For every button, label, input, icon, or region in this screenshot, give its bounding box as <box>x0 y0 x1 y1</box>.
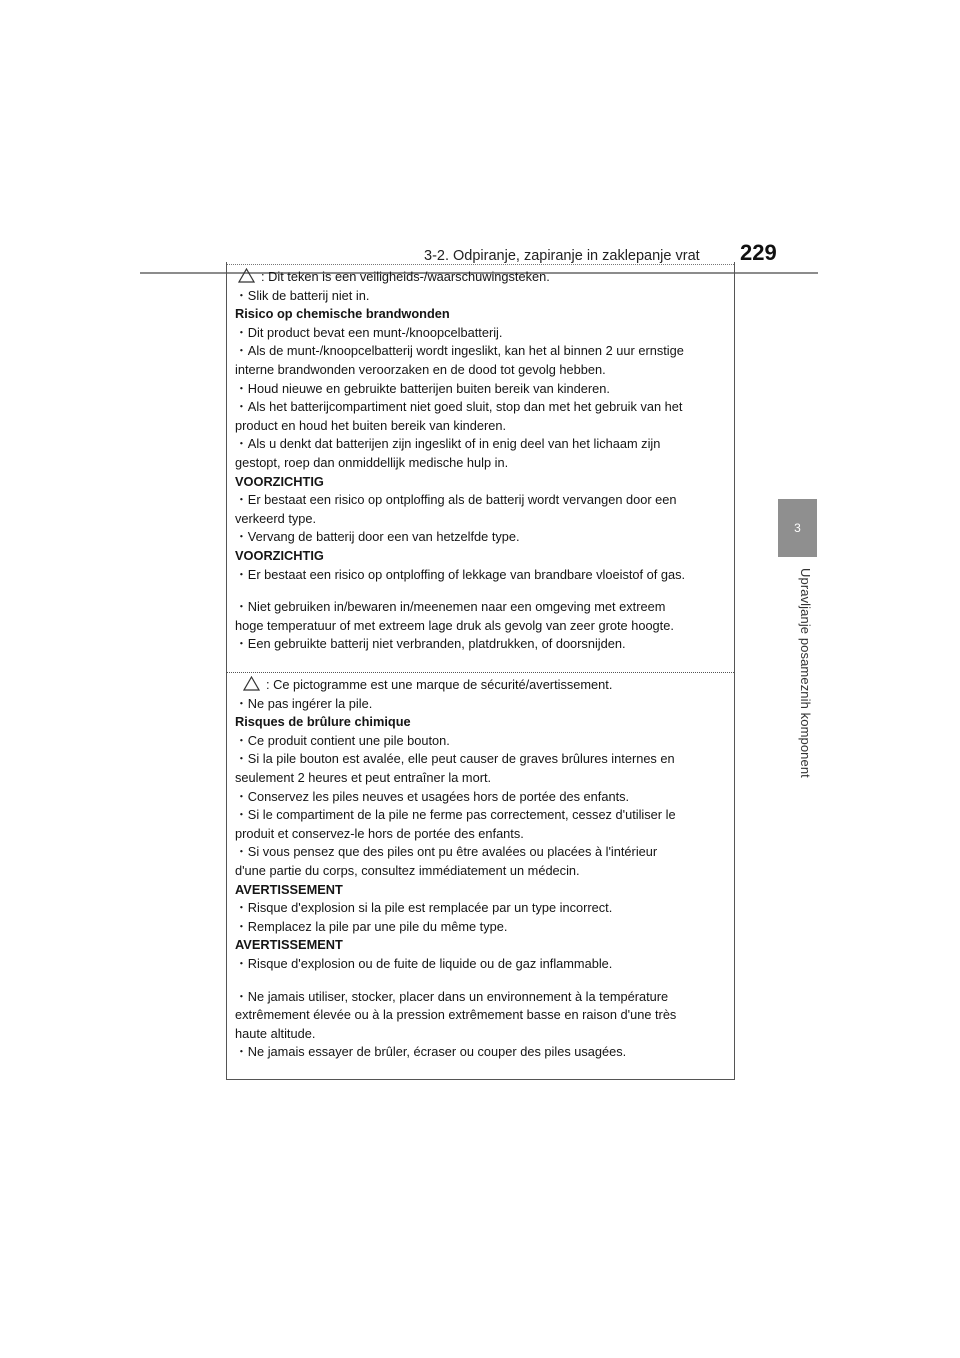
dutch-warning-block <box>235 268 725 654</box>
french-line: d'une partie du corps, consultez immédiatement un médecin. <box>235 862 580 878</box>
dutch-line: ・Vervang de batterij door een van hetzelfde type. <box>235 529 520 545</box>
warning-triangle-icon <box>243 676 260 691</box>
dutch-warning-title-row <box>235 268 725 287</box>
dutch-heading: Risico op chemische brandwonden <box>235 306 450 322</box>
dutch-heading: VOORZICHTIG <box>235 547 324 563</box>
dutch-line: ・Slik de batterij niet in. <box>235 287 370 303</box>
french-heading: AVERTISSEMENT <box>235 881 343 897</box>
section-title: 3-2. Odpiranje, zapiranje in zaklepanje vrat <box>424 248 700 264</box>
french-line: produit et conservez-le hors de portée des enfants. <box>235 825 524 841</box>
chapter-tab-number: 3 <box>794 521 801 535</box>
dutch-line: hoge temperatuur of met extreem lage druk als gevolg van zeer grote hoogte. <box>235 617 674 633</box>
french-line: haute altitude. <box>235 1025 316 1041</box>
french-line: ・Si le compartiment de la pile ne ferme pas correctement, cessez d'utiliser le <box>235 807 676 823</box>
french-line: ・Remplacez la pile par une pile du même type. <box>235 918 508 934</box>
french-line: ・Ne pas ingérer la pile. <box>235 695 373 711</box>
french-heading: AVERTISSEMENT <box>235 937 343 953</box>
dutch-heading: VOORZICHTIG <box>235 473 324 489</box>
french-line: ・Si vous pensez que des piles ont pu être avalées ou placées à l'intérieur <box>235 844 658 860</box>
french-line: ・Conservez les piles neuves et usagées hors de portée des enfants. <box>235 788 630 804</box>
dutch-line: ・Als u denkt dat batterijen zijn ingeslikt of in enig deel van het lichaam zijn <box>235 436 661 452</box>
battery-warning-box <box>226 262 735 1080</box>
french-warning-title: : Ce pictogramme est une marque de sécurité/avertissement. <box>266 677 613 692</box>
dutch-line: ・Als het batterijcompartiment niet goed sluit, stop dan met het gebruik van het <box>235 399 683 415</box>
dutch-line: ・Als de munt-/knoopcelbatterij wordt ingeslikt, kan het al binnen 2 uur ernstige <box>235 343 684 359</box>
page-number: 229 <box>740 240 777 265</box>
chapter-tab <box>778 499 817 557</box>
dutch-line: ・Dit product bevat een munt-/knoopcelbatterij. <box>235 324 503 340</box>
french-line: ・Ne jamais utiliser, stocker, placer dans un environnement à la température <box>235 988 669 1004</box>
french-warning-block <box>235 676 725 1062</box>
chapter-label: Upravljanje posameznih komponent <box>798 568 813 778</box>
french-line: ・Si la pile bouton est avalée, elle peut causer de graves brûlures internes en <box>235 751 675 767</box>
dutch-warning-title: : Dit teken is een veiligheids-/waarschuwingsteken. <box>261 269 550 284</box>
french-line: ・Ne jamais essayer de brûler, écraser ou couper des piles usagées. <box>235 1044 627 1060</box>
french-line: seulement 2 heures et peut entraîner la mort. <box>235 769 492 785</box>
dutch-line: product en houd het buiten bereik van kinderen. <box>235 417 507 433</box>
dutch-line: ・Houd nieuwe en gebruikte batterijen buiten bereik van kinderen. <box>235 380 610 396</box>
french-heading: Risques de brûlure chimique <box>235 714 411 730</box>
dutch-line: ・Er bestaat een risico op ontploffing als de batterij wordt vervangen door een <box>235 492 677 508</box>
language-divider <box>227 672 734 673</box>
french-line: ・Risque d'explosion si la pile est remplacée par un type incorrect. <box>235 900 613 916</box>
dutch-line: verkeerd type. <box>235 510 317 526</box>
dutch-line: interne brandwonden veroorzaken en de dood tot gevolg hebben. <box>235 361 606 377</box>
french-line: extrêmement élevée ou à la pression extrêmement basse en raison d'une très <box>235 1007 677 1023</box>
french-warning-title-row <box>235 676 725 695</box>
dutch-line: ・Er bestaat een risico op ontploffing of lekkage van brandbare vloeistof of gas. <box>235 566 686 582</box>
warning-triangle-icon <box>238 268 255 283</box>
box-top-border <box>227 264 734 265</box>
dutch-line: gestopt, roep dan onmiddellijk medische hulp in. <box>235 454 509 470</box>
dutch-line: ・Niet gebruiken in/bewaren in/meenemen naar een omgeving met extreem <box>235 599 666 615</box>
dutch-line: ・Een gebruikte batterij niet verbranden, platdrukken, of doorsnijden. <box>235 636 626 652</box>
french-line: ・Risque d'explosion ou de fuite de liquide ou de gaz inflammable. <box>235 955 613 971</box>
french-line: ・Ce produit contient une pile bouton. <box>235 732 450 748</box>
